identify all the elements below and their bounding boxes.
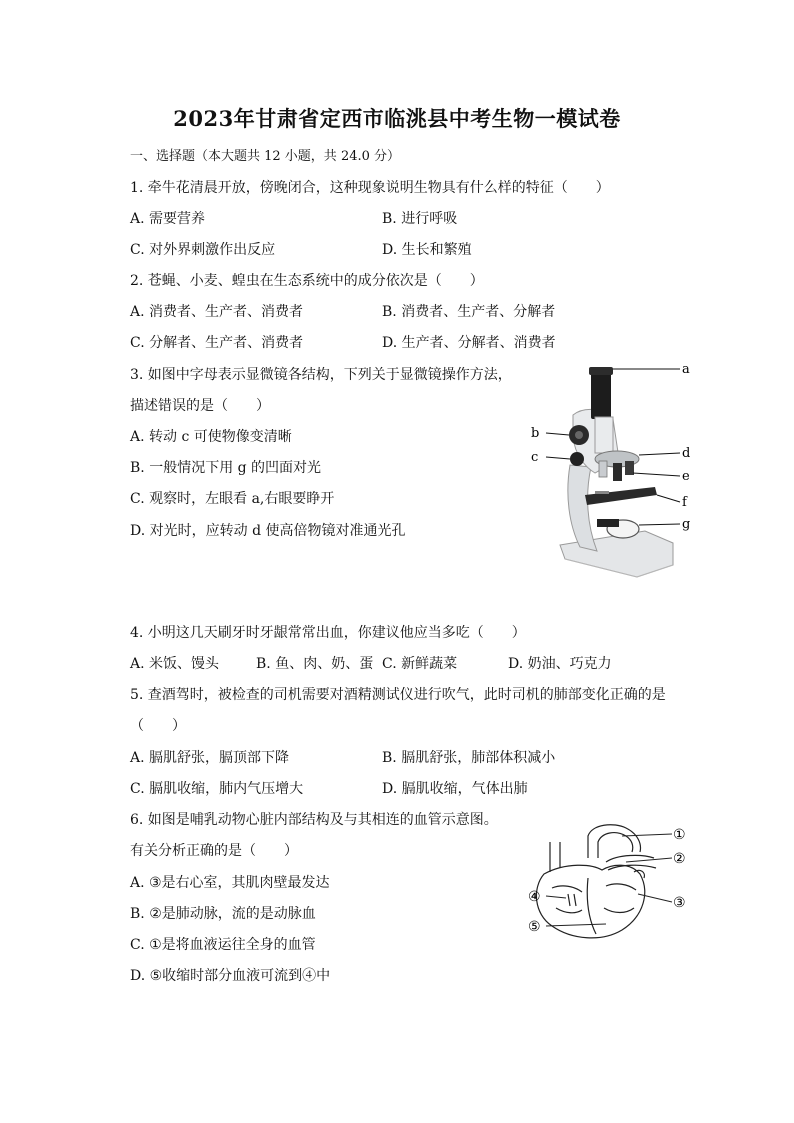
q1-option-b: B. 进行呼吸 [382,211,458,227]
section-heading: 一、选择题（本大题共 12 小题，共 24.0 分） [130,149,401,164]
q5-option-d: D. 膈肌收缩，气体出肺 [382,781,528,797]
question-3-stem: 3. 如图中字母表示显微镜各结构，下列关于显微镜操作方法， [130,367,512,383]
question-1-stem: 1. 牵牛花清晨开放，傍晚闭合，这种现象说明生物具有什么样的特征（ ） [130,180,610,196]
q2-option-c: C. 分解者、生产者、消费者 [130,335,304,351]
q5-option-a: A. 膈肌舒张，膈顶部下降 [130,750,290,766]
question-6-stem-cont: 有关分析正确的是（ ） [130,843,298,859]
q1-option-d: D. 生长和繁殖 [382,242,472,258]
q1-option-c: C. 对外界刺激作出反应 [130,242,276,258]
microscope-label-e: e [682,469,690,484]
q4-option-d: D. 奶油、巧克力 [508,656,612,672]
microscope-label-c: c [531,450,539,465]
q5-option-b: B. 膈肌舒张，肺部体积减小 [382,750,556,766]
q2-option-d: D. 生产者、分解者、消费者 [382,335,556,351]
question-3-stem-cont: 描述错误的是（ ） [130,398,270,414]
q1-option-a: A. 需要营养 [130,211,206,227]
microscope-label-g: g [682,517,691,532]
exam-title: 2023年甘肃省定西市临洮县中考生物一模试卷 [173,106,621,131]
microscope-label-f: f [682,495,687,510]
heart-diagram [522,818,697,948]
microscope-label-a: a [682,362,690,377]
q3-option-d: D. 对光时，应转动 d 使高倍物镜对准通光孔 [130,523,406,539]
q4-option-c: C. 新鲜蔬菜 [382,656,458,672]
microscope-label-d: d [682,446,691,461]
q2-option-a: A. 消费者、生产者、消费者 [130,304,304,320]
question-5-stem-cont: （ ） [130,718,186,734]
microscope-figure [525,355,700,585]
question-6-stem: 6. 如图是哺乳动物心脏内部结构及与其相连的血管示意图。 [130,812,498,828]
heart-label-2: ② [673,851,686,867]
q6-option-a: A. ③是右心室，其肌肉壁最发达 [130,875,330,891]
q3-option-a: A. 转动 c 可使物像变清晰 [130,429,292,445]
q5-option-c: C. 膈肌收缩，肺内气压增大 [130,781,304,797]
question-2-stem: 2. 苍蝇、小麦、蝗虫在生态系统中的成分依次是（ ） [130,273,484,289]
q3-option-b: B. 一般情况下用 g 的凹面对光 [130,460,322,476]
heart-label-3: ③ [673,895,686,911]
question-5-stem: 5. 查酒驾时，被检查的司机需要对酒精测试仪进行吹气，此时司机的肺部变化正确的是 [130,687,666,703]
microscope-label-b: b [531,426,540,441]
q4-option-b: B. 鱼、肉、奶、蛋 [256,656,374,672]
q6-option-d: D. ⑤收缩时部分血液可流到④中 [130,968,331,984]
question-4-stem: 4. 小明这几天刷牙时牙龈常常出血，你建议他应当多吃（ ） [130,625,526,641]
q6-option-c: C. ①是将血液运往全身的血管 [130,937,316,953]
heart-label-1: ① [673,827,686,843]
heart-label-5: ⑤ [528,919,541,935]
heart-label-4: ④ [528,889,541,905]
q3-option-c: C. 观察时，左眼看 a,右眼要睁开 [130,491,335,507]
q6-option-b: B. ②是肺动脉，流的是动脉血 [130,906,316,922]
q2-option-b: B. 消费者、生产者、分解者 [382,304,556,320]
q4-option-a: A. 米饭、馒头 [130,656,220,672]
